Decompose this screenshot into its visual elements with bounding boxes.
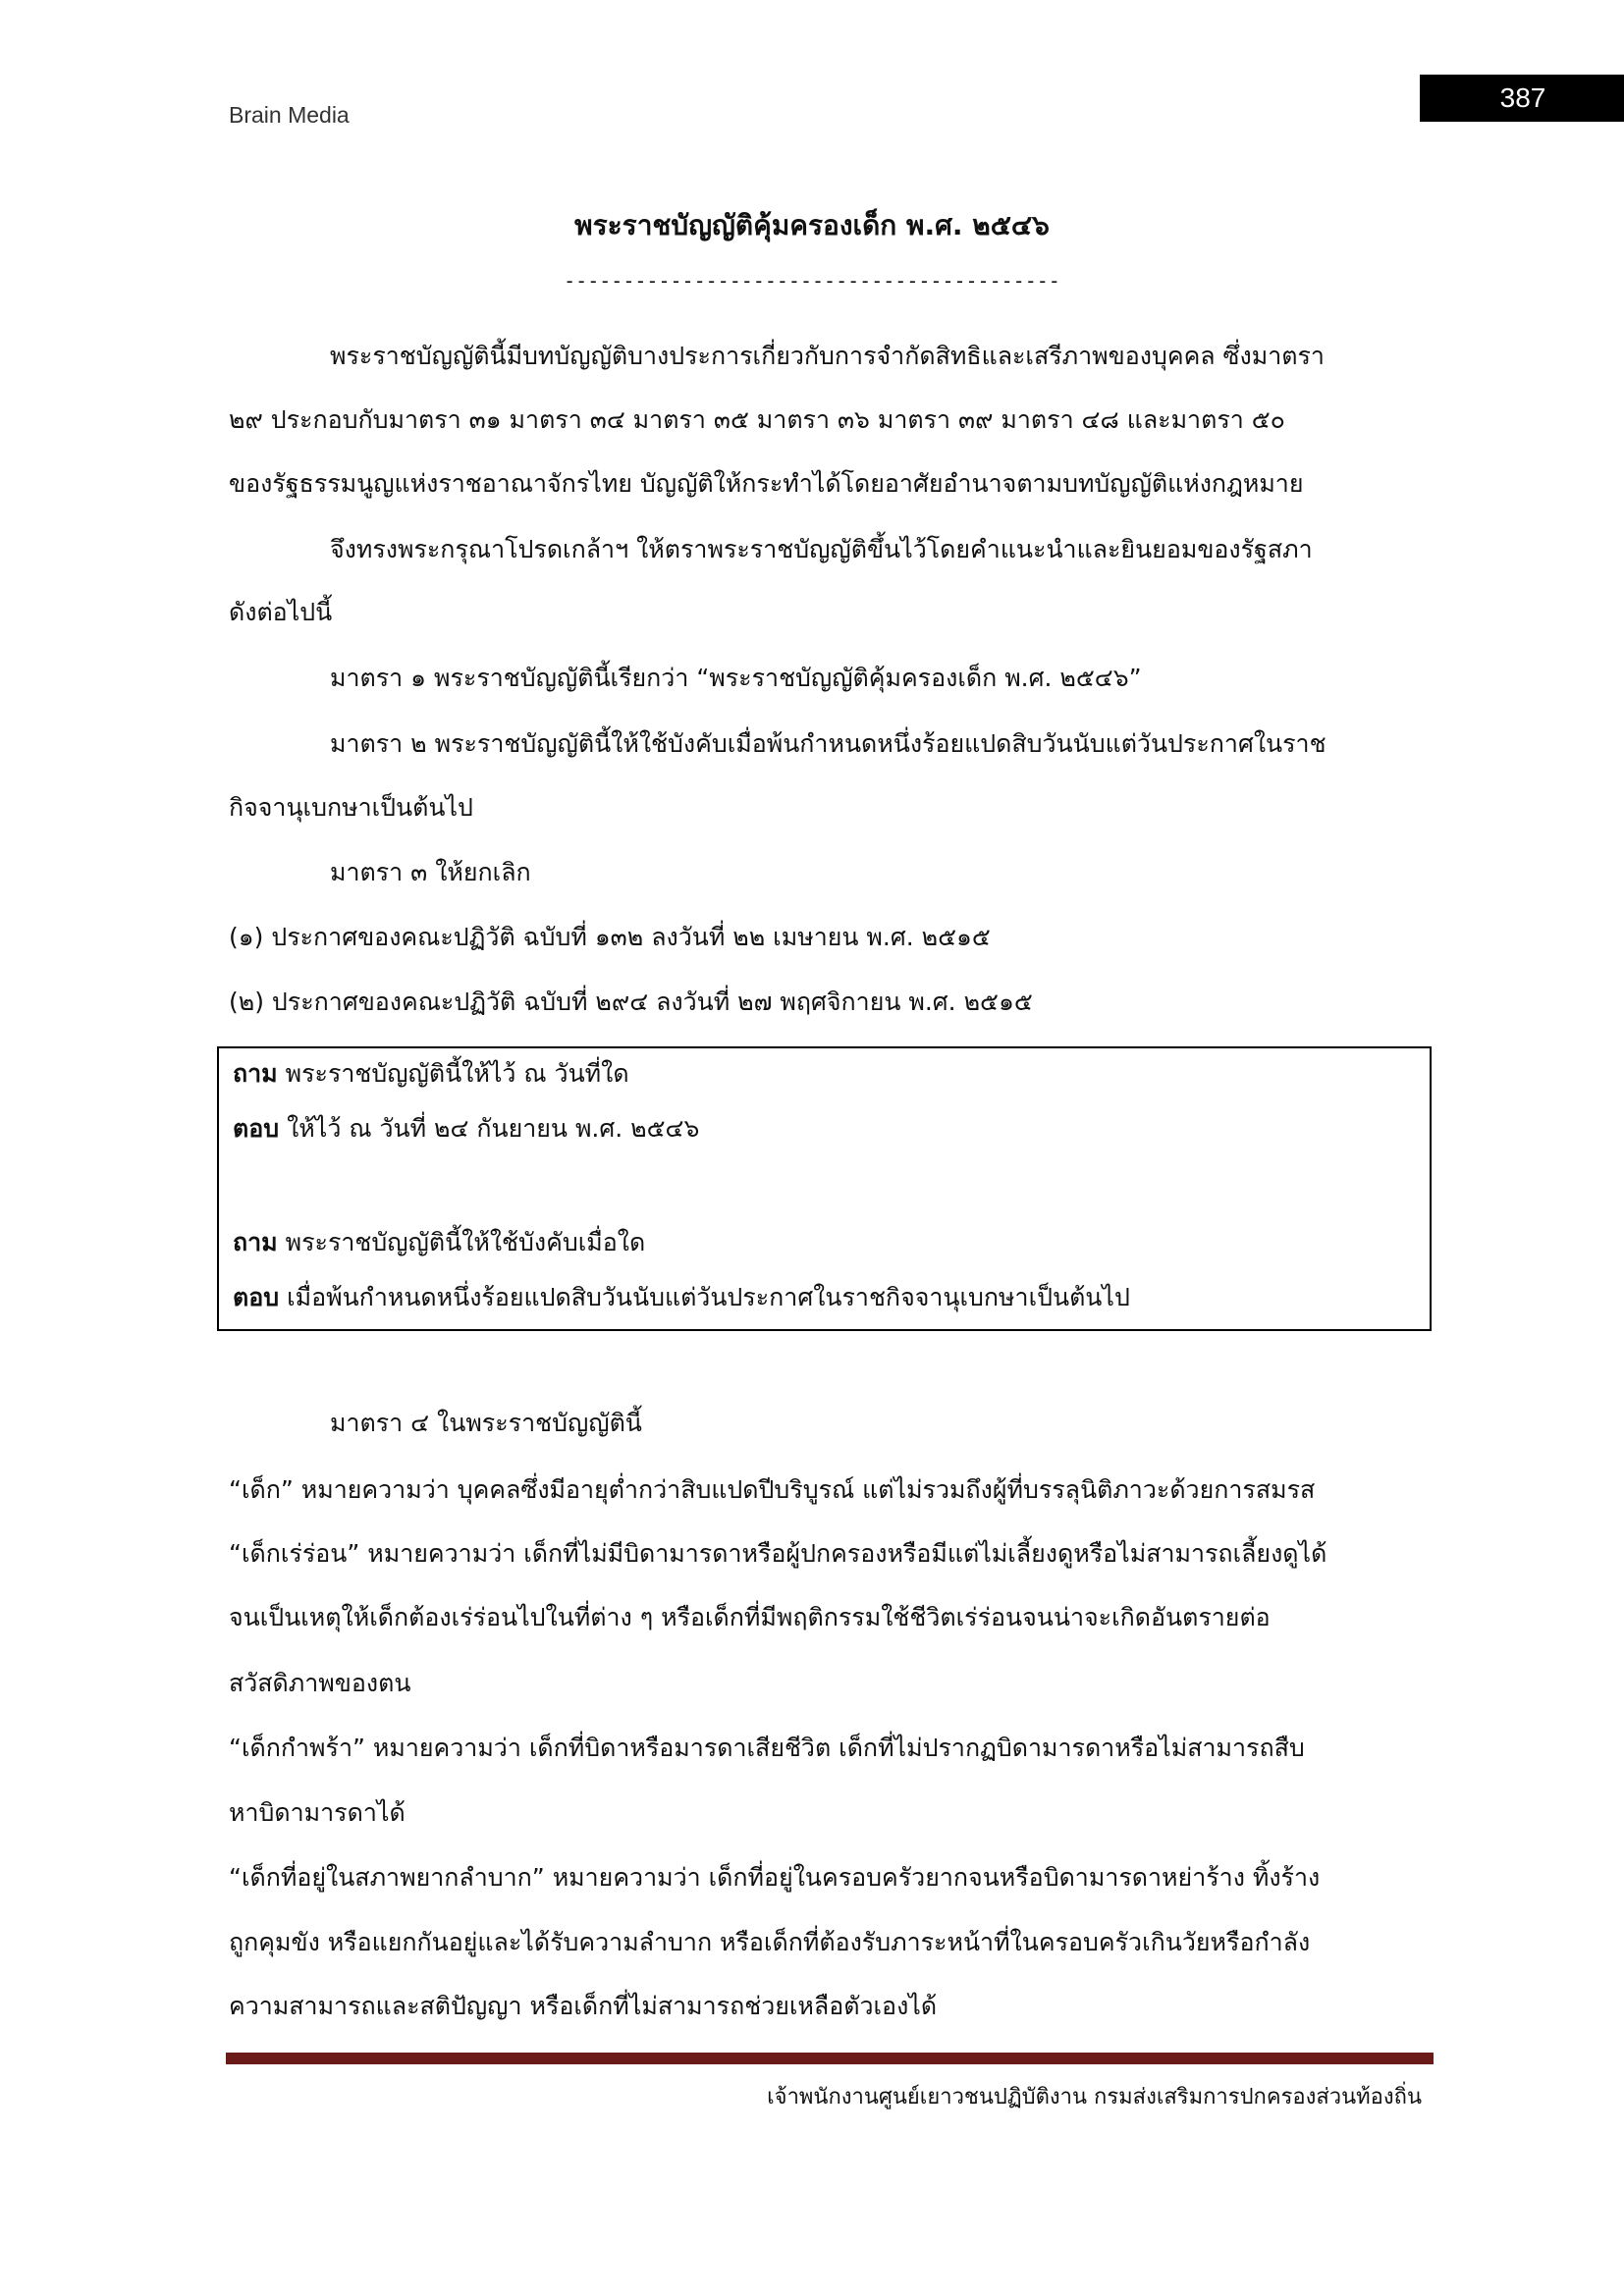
definition-line: “เด็ก” หมายความว่า บุคคลซึ่งมีอายุต่ำกว่าสิบแปดปีบริบูรณ์ แต่ไม่รวมถึงผู้ที่บรรลุนิติภาวะด้วยการสมรส <box>229 1475 1316 1504</box>
qa-answer-2 <box>233 1280 1130 1315</box>
answer-text: เมื่อพ้นกำหนดหนึ่งร้อยแปดสิบวันนับแต่วันประกาศในราชกิจจานุเบกษาเป็นต้นไป <box>279 1283 1130 1311</box>
definition-line: หาบิดามารดาได้ <box>229 1798 406 1827</box>
question-text: พระราชบัญญัตินี้ให้ไว้ ณ วันที่ใด <box>277 1059 629 1088</box>
definition-line: สวัสดิภาพของตน <box>229 1669 411 1697</box>
definition-line: จนเป็นเหตุให้เด็กต้องเร่ร่อนไปในที่ต่าง ๆ หรือเด็กที่มีพฤติกรรมใช้ชีวิตเร่ร่อนจนน่าจะเกิดอันตรายต่อ <box>229 1603 1271 1631</box>
question-text: พระราชบัญญัตินี้ให้ใช้บังคับเมื่อใด <box>277 1228 646 1256</box>
paragraph-line: พระราชบัญญัตินี้มีบทบัญญัติบางประการเกี่ยวกับการจำกัดสิทธิและเสรีภาพของบุคคล ซึ่งมาตรา <box>330 342 1325 370</box>
qa-question-1 <box>233 1056 629 1092</box>
title-rule: ------------------------------------------ <box>564 269 1060 293</box>
answer-text: ให้ไว้ ณ วันที่ ๒๔ กันยายน พ.ศ. ๒๕๔๖ <box>279 1114 700 1143</box>
page-number-badge: 387 <box>1420 75 1624 122</box>
question-label: ถาม <box>233 1059 278 1088</box>
qa-box <box>217 1046 1432 1331</box>
paragraph-line: ของรัฐธรรมนูญแห่งราชอาณาจักรไทย บัญญัติให้กระทำได้โดยอาศัยอำนาจตามบทบัญญัติแห่งกฎหมาย <box>229 469 1304 498</box>
qa-question-2 <box>233 1225 645 1260</box>
section-1-line: มาตรา ๑ พระราชบัญญัตินี้เรียกว่า “พระราชบัญญัติคุ้มครองเด็ก พ.ศ. ๒๕๔๖” <box>330 664 1142 692</box>
section-3-line: มาตรา ๓ ให้ยกเลิก <box>330 858 531 886</box>
definition-line: “เด็กเร่ร่อน” หมายความว่า เด็กที่ไม่มีบิดามารดาหรือผู้ปกครองหรือมีแต่ไม่เลี้ยงดูหรือไม่สามารถเลี้ยงดูได้ <box>229 1539 1327 1568</box>
footer-text: เจ้าพนักงานศูนย์เยาวชนปฏิบัติงาน กรมส่งเสริมการปกครองส่วนท้องถิ่น <box>767 2085 1422 2109</box>
brand-label: Brain Media <box>229 102 350 128</box>
paragraph-line: จึงทรงพระกรุณาโปรดเกล้าฯ ให้ตราพระราชบัญญัติขึ้นไว้โดยคำแนะนำและยินยอมของรัฐสภา <box>330 535 1313 563</box>
answer-label: ตอบ <box>233 1283 280 1311</box>
definition-line: “เด็กกำพร้า” หมายความว่า เด็กที่บิดาหรือมารดาเสียชีวิต เด็กที่ไม่ปรากฏบิดามารดาหรือไม่สามารถสืบ <box>229 1734 1305 1762</box>
paragraph-line: กิจจานุเบกษาเป็นต้นไป <box>229 793 473 822</box>
repeal-item-2: (๒) ประกาศของคณะปฏิวัติ ฉบับที่ ๒๙๔ ลงวันที่ ๒๗ พฤศจิกายน พ.ศ. ๒๕๑๕ <box>229 988 1033 1016</box>
question-label: ถาม <box>233 1228 278 1256</box>
section-4-line: มาตรา ๔ ในพระราชบัญญัตินี้ <box>330 1409 642 1437</box>
definition-line: “เด็กที่อยู่ในสภาพยากลำบาก” หมายความว่า เด็กที่อยู่ในครอบครัวยากจนหรือบิดามารดาหย่าร้าง ทิ้งร้าง <box>229 1863 1321 1892</box>
qa-answer-1 <box>233 1111 699 1147</box>
paragraph-line: ดังต่อไปนี้ <box>229 598 333 626</box>
footer-rule <box>226 2053 1434 2064</box>
repeal-item-1: (๑) ประกาศของคณะปฏิวัติ ฉบับที่ ๑๓๒ ลงวันที่ ๒๒ เมษายน พ.ศ. ๒๕๑๕ <box>229 923 991 951</box>
section-2-line: มาตรา ๒ พระราชบัญญัตินี้ให้ใช้บังคับเมื่อพ้นกำหนดหนึ่งร้อยแปดสิบวันนับแต่วันประกาศในราช <box>330 729 1326 758</box>
definition-line: ความสามารถและสติปัญญา หรือเด็กที่ไม่สามารถช่วยเหลือตัวเองได้ <box>229 1992 938 2020</box>
answer-label: ตอบ <box>233 1114 280 1143</box>
definition-line: ถูกคุมขัง หรือแยกกันอยู่และได้รับความลำบาก หรือเด็กที่ต้องรับภาระหน้าที่ในครอบครัวเกินวัยหรือกำลัง <box>229 1928 1311 1956</box>
document-title: พระราชบัญญัติคุ้มครองเด็ก พ.ศ. ๒๕๔๖ <box>574 209 1050 241</box>
paragraph-line: ๒๙ ประกอบกับมาตรา ๓๑ มาตรา ๓๔ มาตรา ๓๕ มาตรา ๓๖ มาตรา ๓๙ มาตรา ๔๘ และมาตรา ๕๐ <box>229 405 1285 434</box>
